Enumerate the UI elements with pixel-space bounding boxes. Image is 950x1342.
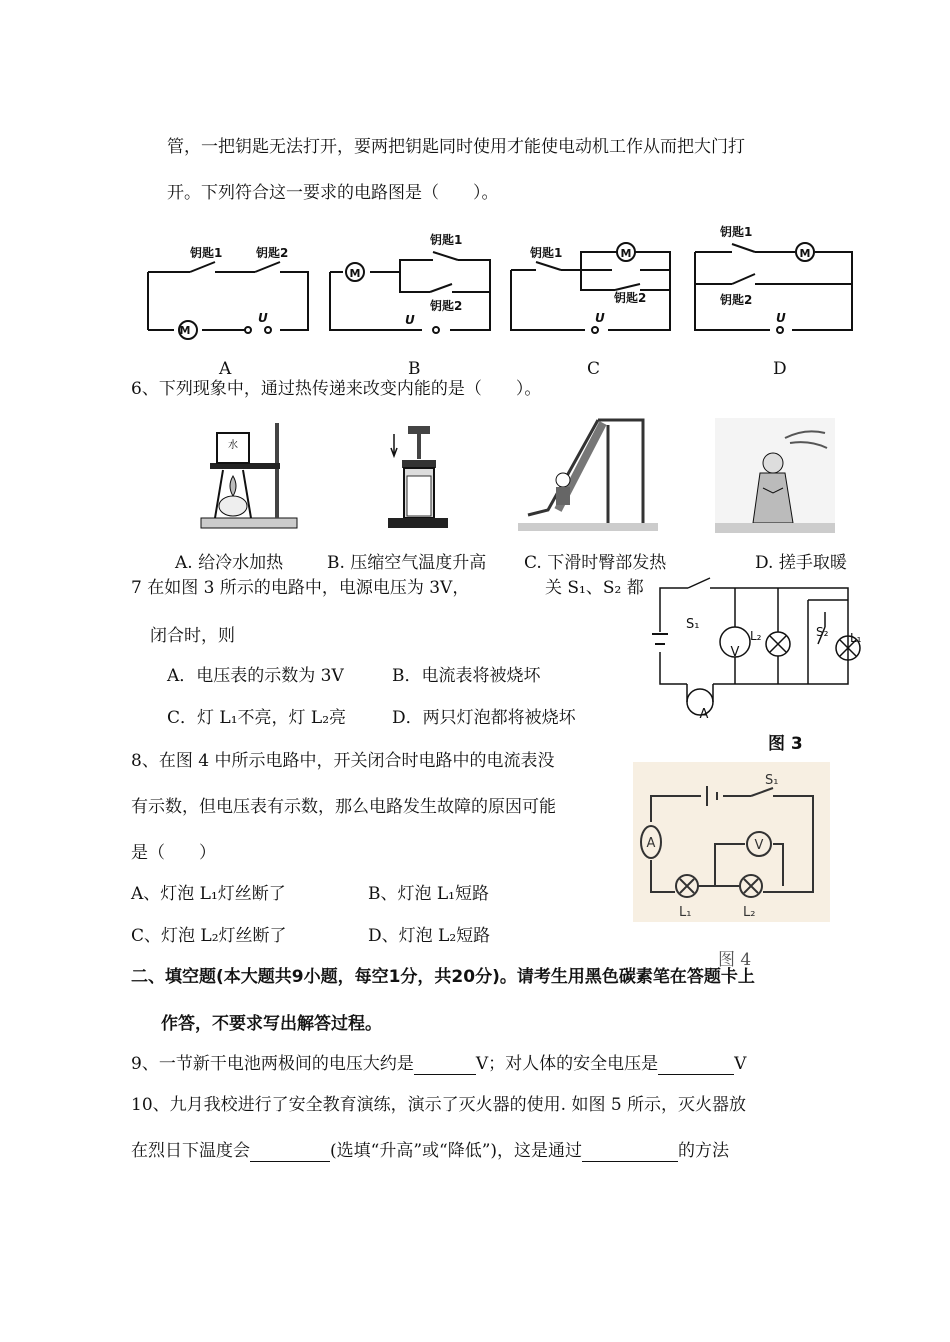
svg-text:A: A [699, 707, 709, 722]
q9-blank-2[interactable] [658, 1058, 734, 1075]
figure-3-circuit [650, 572, 872, 722]
q6-option-b: B. 压缩空气温度升高 [327, 553, 487, 573]
q10-part3: 的方法 [678, 1141, 730, 1161]
svg-text:钥匙1: 钥匙1 [530, 246, 563, 260]
figure-3-caption: 图 3 [768, 734, 803, 754]
q7-option-d: D．两只灯泡都将被烧坏 [392, 708, 576, 728]
svg-text:钥匙1: 钥匙1 [430, 233, 463, 247]
q5-circuit-diagrams [140, 222, 870, 342]
svg-text:L₁: L₁ [679, 905, 692, 920]
q7-option-a: A．电压表的示数为 3V [167, 666, 344, 686]
q10-line1: 10、九月我校进行了安全教育演练，演示了灭火器的使用. 如图 5 所示，灭火器放 [131, 1095, 747, 1115]
q5-line1: 管，一把钥匙无法打开，要两把钥匙同时使用才能使电动机工作从而把大门打 [167, 137, 745, 157]
q7-stem [131, 577, 469, 599]
svg-text:钥匙2: 钥匙2 [430, 299, 463, 313]
q5-option-b: B [408, 359, 421, 379]
svg-text:L₁: L₁ [850, 631, 862, 645]
svg-text:U: U [405, 313, 415, 327]
q7-option-c: C．灯 L₁不亮，灯 L₂亮 [167, 708, 347, 728]
q10-blank-2[interactable] [582, 1145, 678, 1162]
svg-text:水: 水 [228, 440, 238, 451]
svg-text:M: M [620, 247, 632, 260]
q5-option-c: C [587, 359, 601, 379]
svg-text:V: V [730, 645, 740, 660]
svg-text:M: M [179, 324, 191, 337]
figure-4-circuit [633, 762, 830, 922]
svg-text:L₂: L₂ [750, 629, 762, 643]
q6-option-c: C. 下滑时臀部发热 [524, 553, 667, 573]
q5-option-d: D [773, 359, 787, 379]
q5-option-a: A [219, 359, 232, 379]
q6-option-a: A. 给冷水加热 [175, 553, 284, 573]
svg-text:钥匙1: 钥匙1 [720, 225, 753, 239]
q9-blank-1[interactable] [414, 1058, 476, 1075]
q7-stem-part2: 关 S₁、S₂ 都 [545, 578, 644, 598]
svg-text:钥匙2: 钥匙2 [720, 293, 753, 307]
svg-text:M: M [799, 247, 811, 260]
burner-heating-water-illustration [195, 418, 305, 533]
q8-option-c: C、灯泡 L₂灯丝断了 [131, 926, 287, 946]
q9-part1: 9、一节新干电池两极间的电压大约是 [131, 1054, 414, 1074]
svg-text:V: V [754, 838, 764, 853]
q8-line2: 有示数，但电压表有示数，那么电路发生故障的原因可能 [131, 797, 556, 817]
figure-4-caption: 图 4 [718, 950, 752, 970]
svg-text:A: A [646, 836, 656, 851]
q10-blank-1[interactable] [250, 1145, 330, 1162]
q7-stem-part1: 7 在如图 3 所示的电路中，电源电压为 3V， [131, 578, 470, 598]
q6-stem: 6、下列现象中，通过热传递来改变内能的是（ ）。 [131, 379, 542, 399]
q10-part2: (选填“升高”或“降低”)，这是通过 [330, 1141, 583, 1161]
q7-option-b: B．电流表将被烧坏 [392, 666, 541, 686]
q10-part1: 在烈日下温度会 [131, 1141, 250, 1161]
q8-line1: 8、在图 4 中所示电路中，开关闭合时电路中的电流表没 [131, 751, 555, 771]
q7-stem-line2: 闭合时，则 [150, 626, 235, 646]
rubbing-hands-illustration [715, 418, 835, 533]
sliding-slide-illustration [518, 415, 658, 535]
piston-compression-illustration [378, 418, 448, 533]
svg-text:M: M [349, 267, 361, 280]
q8-option-d: D、灯泡 L₂短路 [368, 926, 491, 946]
q8-line3: 是（ ） [131, 843, 216, 863]
svg-text:U: U [258, 311, 268, 325]
svg-text:钥匙2: 钥匙2 [614, 291, 647, 305]
section2-heading-line1: 二、填空题(本大题共9小题，每空1分，共20分)。请考生用黑色碳素笔在答题卡上 [131, 967, 755, 987]
q10-line2 [131, 1140, 729, 1162]
label-key1-a: 钥匙1 [190, 246, 223, 260]
q8-option-b: B、灯泡 L₁短路 [368, 884, 490, 904]
q6-option-d: D. 搓手取暖 [755, 553, 847, 573]
q8-option-a: A、灯泡 L₁灯丝断了 [131, 884, 286, 904]
q9-part2: V；对人体的安全电压是 [475, 1054, 659, 1074]
q9-part3: V [734, 1054, 747, 1074]
svg-text:U: U [595, 311, 605, 325]
svg-text:U: U [776, 311, 786, 325]
q5-line2: 开。下列符合这一要求的电路图是（ ）。 [167, 183, 499, 203]
svg-text:钥匙2: 钥匙2 [256, 246, 289, 260]
q9-line [131, 1053, 746, 1075]
svg-text:L₂: L₂ [743, 905, 756, 920]
svg-text:S₂: S₂ [816, 625, 829, 639]
section2-heading-line2: 作答，不要求写出解答过程。 [161, 1014, 382, 1034]
svg-text:S₁: S₁ [765, 773, 779, 788]
svg-text:S₁: S₁ [686, 617, 700, 632]
